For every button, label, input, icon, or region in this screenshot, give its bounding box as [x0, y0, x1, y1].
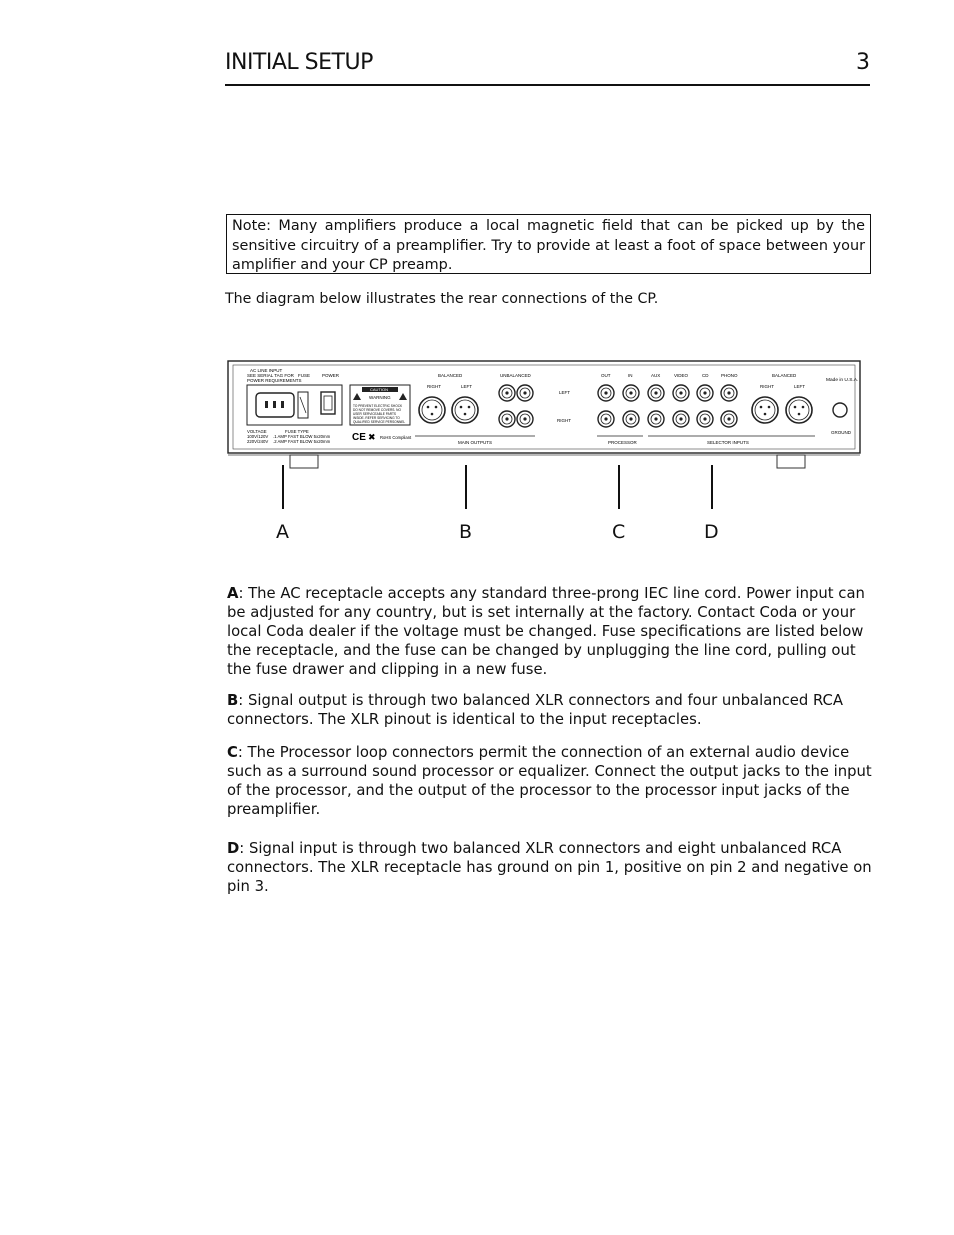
description-a — [227, 584, 872, 679]
row-left-label: LEFT — [559, 390, 571, 395]
rca-output-jack — [517, 411, 533, 427]
ce-mark: CE — [352, 432, 366, 443]
rca-output-jack — [499, 385, 515, 401]
fuse-type-label: FUSE TYPE — [285, 429, 309, 434]
rca-processor-jack — [623, 385, 639, 401]
rca-processor-jack — [623, 411, 639, 427]
description-label: A — [227, 585, 239, 602]
warning-text: WARNING — [369, 395, 391, 400]
warn-line-2: DO NOT REMOVE COVERS. NO — [353, 408, 401, 412]
fuse-spec-1: .1 AMP FAST BLOW 5x20mm — [273, 434, 331, 439]
selector-inputs-label: SELECTOR INPUTS — [707, 440, 749, 445]
balanced-output-label: BALANCED — [438, 373, 463, 378]
description-text: : The AC receptacle accepts any standard three-prong IEC line cord. Power input can be adjusted for any country, but is set internally at the factory. Contact Coda or your local Coda dealer if the voltage must be changed. Fuse specifications are listed below the receptacle, and the fuse can be changed by unplugging the line cord, pulling out the fuse drawer and clipping in a new fuse. — [227, 585, 865, 678]
warning-triangle-icon — [399, 393, 407, 400]
rca-input-jack — [697, 385, 713, 401]
power-switch-icon — [321, 392, 335, 414]
description-label: D — [227, 840, 240, 857]
warn-line-1: TO PREVENT ELECTRIC SHOCK — [353, 404, 403, 408]
rca-input-jack — [673, 411, 689, 427]
weee-icon: ✖ — [368, 432, 376, 442]
callout-line-a — [282, 465, 284, 509]
fuse-spec-2: .2 AMP FAST BLOW 5x20mm — [273, 439, 331, 444]
cd-label: CD — [702, 373, 709, 378]
xlr-input-right — [752, 397, 778, 423]
rear-panel-diagram — [225, 355, 875, 475]
rca-input-jack — [673, 385, 689, 401]
row-right-label: RIGHT — [557, 418, 571, 423]
rca-input-jack — [721, 411, 737, 427]
xlr-output-right — [419, 397, 445, 423]
page-number: 3 — [856, 50, 870, 75]
rca-output-jack — [517, 385, 533, 401]
callout-line-c — [618, 465, 620, 509]
description-c — [227, 743, 872, 819]
balanced-input-label: BALANCED — [772, 373, 797, 378]
phono-label: PHONO — [721, 373, 738, 378]
callout-label-a: A — [276, 521, 289, 543]
balanced-right-label: RIGHT — [427, 384, 441, 389]
rohs-mark: RoHS Compliant — [380, 435, 412, 440]
video-label: VIDEO — [674, 373, 689, 378]
foot-left — [290, 455, 318, 468]
fuse-label: FUSE — [298, 373, 311, 378]
warning-triangle-icon — [353, 393, 361, 400]
rca-input-jack — [648, 411, 664, 427]
description-d — [227, 839, 872, 896]
description-text: : Signal input is through two balanced XLR connectors and eight unbalanced RCA connectors. The XLR receptacle has ground on pin 1, positive on pin 2 and negative on pin 3. — [227, 840, 872, 895]
header-rule — [225, 84, 870, 86]
rca-input-jack — [721, 385, 737, 401]
see-serial-label: SEE SERIAL TAG FOR — [247, 373, 294, 378]
unbalanced-output-label: UNBALANCED — [500, 373, 531, 378]
main-outputs-label: MAIN OUTPUTS — [458, 440, 493, 445]
xlr-output-left — [452, 397, 478, 423]
voltage-1: 100V/120V — [247, 434, 269, 439]
warn-line-5: QUALIFIED SERVICE PERSONNEL — [353, 420, 406, 424]
callout-label-c: C — [612, 521, 626, 543]
callout-label-b: B — [459, 521, 473, 543]
caution-text: CAUTION — [370, 387, 388, 392]
rca-input-jack — [648, 385, 664, 401]
power-label: POWER — [322, 373, 340, 378]
warn-line-4: INSIDE. REFER SERVICING TO — [353, 416, 400, 420]
processor-in-label: IN — [628, 373, 633, 378]
xlr-input-left — [786, 397, 812, 423]
callout-label-d: D — [704, 521, 719, 543]
rca-input-jack — [697, 411, 713, 427]
ground-label: GROUND — [831, 430, 851, 435]
rca-processor-jack — [598, 385, 614, 401]
note-box: Note: Many amplifiers produce a local magnetic field that can be picked up by the sensitive circuitry of a preamplifier. Try to provide at least a foot of space between your amplifier and your CP preamp. — [226, 214, 871, 274]
balanced-input-right-label: RIGHT — [760, 384, 774, 389]
voltage-2: 220V/240V — [247, 439, 269, 444]
callout-line-d — [711, 465, 713, 509]
rca-processor-jack — [598, 411, 614, 427]
callout-line-b — [465, 465, 467, 509]
ground-terminal-icon — [833, 403, 847, 417]
made-in-label: Made in U.S.A. — [826, 378, 859, 383]
balanced-left-label: LEFT — [461, 384, 473, 389]
warn-line-3: USER SERVICEABLE PARTS — [353, 412, 397, 416]
processor-out-label: OUT — [601, 373, 611, 378]
page-title: INITIAL SETUP — [225, 50, 373, 75]
description-label: C — [227, 744, 238, 761]
description-label: B — [227, 692, 239, 709]
foot-right — [777, 455, 805, 468]
description-text: : The Processor loop connectors permit the connection of an external audio device such as a surround sound processor or equalizer. Connect the output jacks to the input of the processor, and the output of the processor to the processor input jacks of the preamplifier. — [227, 744, 872, 818]
voltage-label: VOLTAGE — [247, 429, 267, 434]
processor-label: PROCESSOR — [608, 440, 637, 445]
balanced-input-left-label: LEFT — [794, 384, 806, 389]
description-b — [227, 691, 872, 729]
power-req-label: POWER REQUIREMENTS — [247, 378, 302, 383]
intro-text: The diagram below illustrates the rear connections of the CP. — [225, 291, 659, 307]
aux-label: AUX — [651, 373, 661, 378]
description-text: : Signal output is through two balanced XLR connectors and four unbalanced RCA connectors. The XLR pinout is identical to the input receptacles. — [227, 692, 843, 728]
ac-input-label: AC LINE INPUT — [250, 368, 283, 373]
rca-output-jack — [499, 411, 515, 427]
